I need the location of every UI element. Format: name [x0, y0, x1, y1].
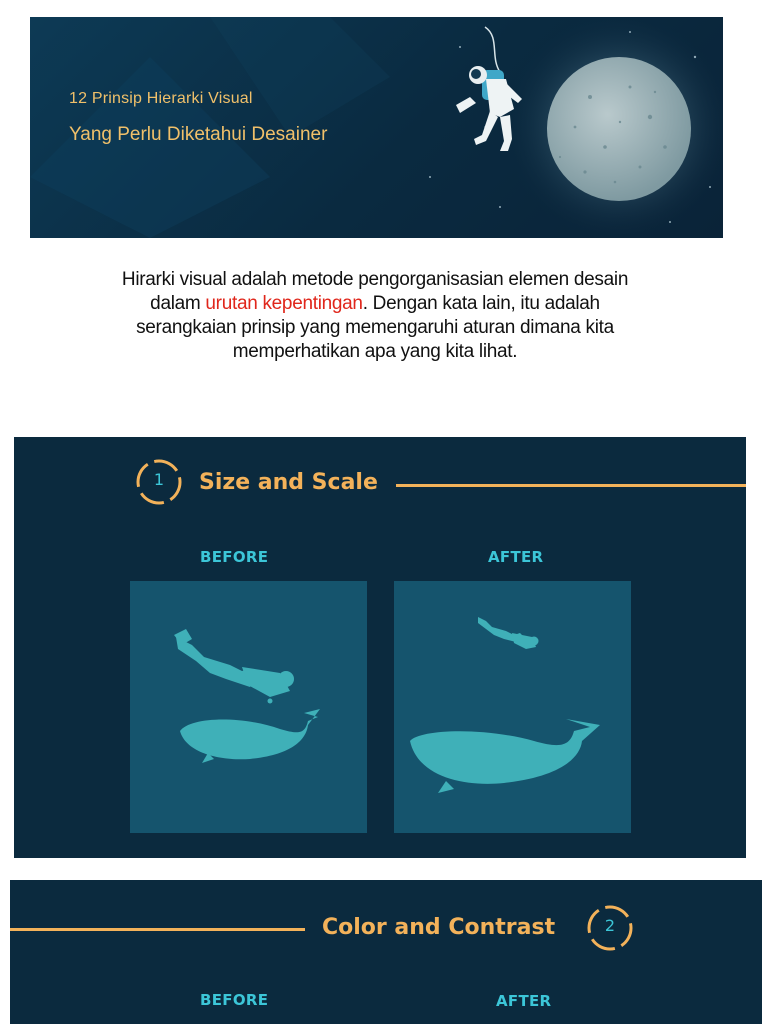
- after-label: AFTER: [488, 548, 544, 566]
- after-label: AFTER: [496, 992, 552, 1010]
- whale-icon: [410, 719, 600, 793]
- section-title: Color and Contrast: [322, 915, 556, 940]
- section-size-and-scale: [14, 437, 746, 858]
- banner-title-line2: Yang Perlu Diketahui Desainer: [69, 124, 328, 145]
- diver-icon: [478, 617, 539, 649]
- header-banner: [30, 17, 723, 238]
- moon-icon: [547, 57, 691, 201]
- banner-title-line1: 12 Prinsip Hierarki Visual: [69, 90, 253, 107]
- whale-icon: [180, 709, 320, 763]
- section-color-and-contrast: [10, 880, 762, 1024]
- before-label: BEFORE: [200, 548, 269, 566]
- intro-text-before: Hirarki visual adalah metode pengorganisasian elemen desain dalam: [121, 269, 629, 314]
- section-title: Size and Scale: [199, 470, 378, 495]
- intro-text-after: . Dengan kata lain, itu adalah serangkaian prinsip yang memengaruhi aturan dimana kita memperhatikan apa yang kita lihat.: [136, 293, 614, 362]
- before-illustration: [130, 581, 367, 833]
- after-illustration: [394, 581, 631, 833]
- intro-paragraph: [100, 268, 650, 364]
- section-number: 1: [153, 470, 165, 489]
- divider-line: [396, 484, 746, 487]
- diver-icon: [174, 629, 294, 704]
- divider-line: [10, 928, 305, 931]
- before-label: BEFORE: [200, 991, 269, 1009]
- section-number: 2: [604, 916, 616, 935]
- intro-highlight: urutan kepentingan: [205, 293, 363, 314]
